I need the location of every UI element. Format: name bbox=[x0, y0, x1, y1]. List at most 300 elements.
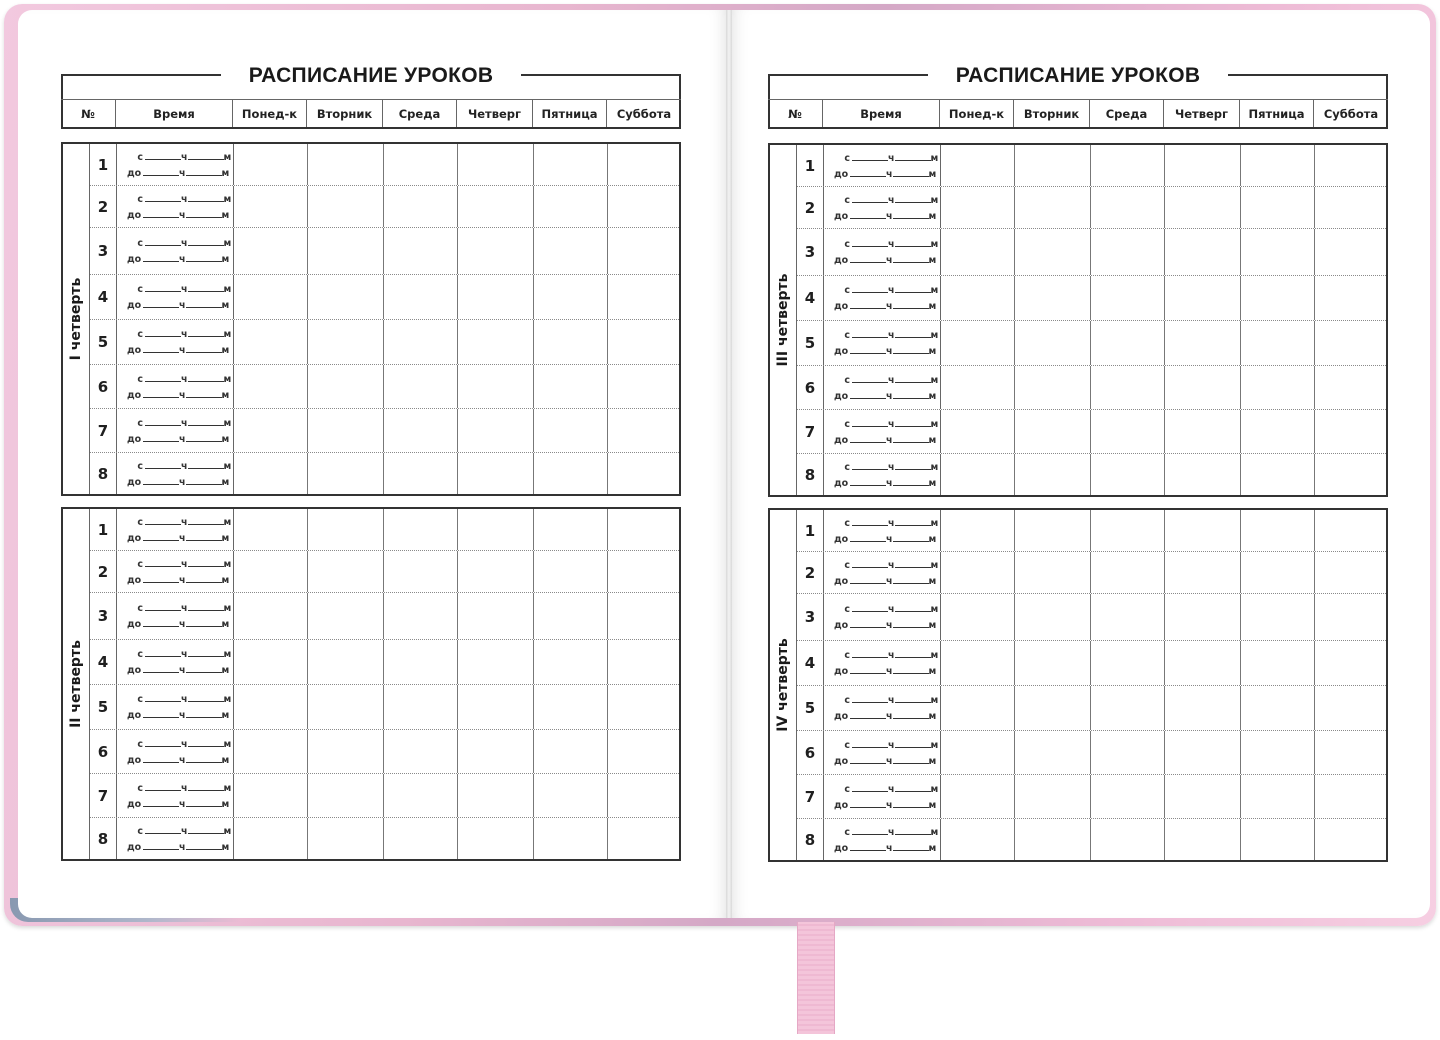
day-wed-cell[interactable] bbox=[1091, 731, 1165, 774]
day-mon-cell[interactable] bbox=[941, 510, 1015, 551]
day-wed-cell[interactable] bbox=[1091, 187, 1165, 228]
day-thu-cell[interactable] bbox=[458, 730, 534, 773]
hour-blank[interactable] bbox=[852, 692, 888, 703]
minute-blank[interactable] bbox=[893, 708, 929, 719]
day-tue-cell[interactable] bbox=[1015, 775, 1091, 818]
day-sat-cell[interactable] bbox=[608, 730, 682, 773]
day-wed-cell[interactable] bbox=[384, 640, 458, 684]
day-tue-cell[interactable] bbox=[1015, 686, 1091, 730]
minute-blank[interactable] bbox=[893, 573, 929, 584]
minute-blank[interactable] bbox=[895, 515, 931, 526]
minute-blank[interactable] bbox=[893, 388, 929, 399]
day-thu-cell[interactable] bbox=[1165, 145, 1241, 186]
day-fri-cell[interactable] bbox=[1241, 276, 1315, 320]
day-sat-cell[interactable] bbox=[608, 409, 682, 452]
day-mon-cell[interactable] bbox=[941, 229, 1015, 275]
day-mon-cell[interactable] bbox=[941, 187, 1015, 228]
day-wed-cell[interactable] bbox=[1091, 641, 1165, 685]
day-thu-cell[interactable] bbox=[458, 186, 534, 227]
minute-blank[interactable] bbox=[893, 252, 929, 263]
minute-blank[interactable] bbox=[895, 647, 931, 658]
day-mon-cell[interactable] bbox=[234, 186, 308, 227]
day-fri-cell[interactable] bbox=[534, 320, 608, 364]
day-mon-cell[interactable] bbox=[234, 730, 308, 773]
day-tue-cell[interactable] bbox=[308, 275, 384, 319]
day-mon-cell[interactable] bbox=[941, 731, 1015, 774]
day-sat-cell[interactable] bbox=[608, 320, 682, 364]
hour-blank[interactable] bbox=[145, 646, 181, 657]
day-fri-cell[interactable] bbox=[1241, 454, 1315, 495]
day-thu-cell[interactable] bbox=[458, 685, 534, 729]
day-mon-cell[interactable] bbox=[234, 551, 308, 592]
day-mon-cell[interactable] bbox=[941, 410, 1015, 453]
day-fri-cell[interactable] bbox=[1241, 187, 1315, 228]
day-fri-cell[interactable] bbox=[534, 453, 608, 494]
hour-blank[interactable] bbox=[852, 192, 888, 203]
day-tue-cell[interactable] bbox=[308, 365, 384, 408]
minute-blank[interactable] bbox=[893, 617, 929, 628]
day-mon-cell[interactable] bbox=[234, 685, 308, 729]
day-mon-cell[interactable] bbox=[234, 774, 308, 817]
day-wed-cell[interactable] bbox=[384, 275, 458, 319]
day-fri-cell[interactable] bbox=[534, 640, 608, 684]
hour-blank[interactable] bbox=[850, 166, 886, 177]
hour-blank[interactable] bbox=[143, 165, 179, 176]
day-thu-cell[interactable] bbox=[458, 453, 534, 494]
minute-blank[interactable] bbox=[893, 166, 929, 177]
day-thu-cell[interactable] bbox=[1165, 454, 1241, 495]
minute-blank[interactable] bbox=[893, 475, 929, 486]
day-wed-cell[interactable] bbox=[384, 320, 458, 364]
minute-blank[interactable] bbox=[895, 824, 931, 835]
minute-blank[interactable] bbox=[188, 415, 224, 426]
day-mon-cell[interactable] bbox=[234, 144, 308, 185]
day-sat-cell[interactable] bbox=[1315, 276, 1389, 320]
minute-blank[interactable] bbox=[188, 458, 224, 469]
day-fri-cell[interactable] bbox=[534, 818, 608, 859]
minute-blank[interactable] bbox=[186, 165, 222, 176]
minute-blank[interactable] bbox=[186, 752, 222, 763]
minute-blank[interactable] bbox=[186, 572, 222, 583]
hour-blank[interactable] bbox=[852, 372, 888, 383]
day-fri-cell[interactable] bbox=[534, 593, 608, 639]
day-fri-cell[interactable] bbox=[1241, 229, 1315, 275]
day-tue-cell[interactable] bbox=[1015, 594, 1091, 640]
hour-blank[interactable] bbox=[850, 298, 886, 309]
day-tue-cell[interactable] bbox=[308, 593, 384, 639]
minute-blank[interactable] bbox=[895, 557, 931, 568]
day-mon-cell[interactable] bbox=[941, 594, 1015, 640]
day-thu-cell[interactable] bbox=[458, 640, 534, 684]
day-sat-cell[interactable] bbox=[608, 774, 682, 817]
hour-blank[interactable] bbox=[143, 387, 179, 398]
day-tue-cell[interactable] bbox=[308, 186, 384, 227]
day-tue-cell[interactable] bbox=[1015, 276, 1091, 320]
day-tue-cell[interactable] bbox=[1015, 145, 1091, 186]
day-tue-cell[interactable] bbox=[308, 730, 384, 773]
day-wed-cell[interactable] bbox=[1091, 145, 1165, 186]
hour-blank[interactable] bbox=[143, 707, 179, 718]
day-thu-cell[interactable] bbox=[1165, 731, 1241, 774]
day-mon-cell[interactable] bbox=[941, 321, 1015, 365]
day-sat-cell[interactable] bbox=[608, 551, 682, 592]
day-mon-cell[interactable] bbox=[234, 640, 308, 684]
hour-blank[interactable] bbox=[145, 235, 181, 246]
day-mon-cell[interactable] bbox=[941, 819, 1015, 860]
hour-blank[interactable] bbox=[145, 736, 181, 747]
minute-blank[interactable] bbox=[893, 432, 929, 443]
day-thu-cell[interactable] bbox=[1165, 366, 1241, 409]
day-wed-cell[interactable] bbox=[1091, 276, 1165, 320]
hour-blank[interactable] bbox=[852, 601, 888, 612]
hour-blank[interactable] bbox=[852, 282, 888, 293]
day-tue-cell[interactable] bbox=[308, 509, 384, 550]
day-mon-cell[interactable] bbox=[941, 454, 1015, 495]
day-mon-cell[interactable] bbox=[234, 453, 308, 494]
day-tue-cell[interactable] bbox=[1015, 229, 1091, 275]
minute-blank[interactable] bbox=[893, 797, 929, 808]
day-wed-cell[interactable] bbox=[1091, 686, 1165, 730]
minute-blank[interactable] bbox=[895, 372, 931, 383]
hour-blank[interactable] bbox=[143, 431, 179, 442]
hour-blank[interactable] bbox=[143, 572, 179, 583]
day-wed-cell[interactable] bbox=[384, 593, 458, 639]
day-wed-cell[interactable] bbox=[1091, 594, 1165, 640]
day-wed-cell[interactable] bbox=[1091, 366, 1165, 409]
hour-blank[interactable] bbox=[143, 342, 179, 353]
day-mon-cell[interactable] bbox=[234, 365, 308, 408]
hour-blank[interactable] bbox=[850, 388, 886, 399]
minute-blank[interactable] bbox=[188, 281, 224, 292]
minute-blank[interactable] bbox=[186, 474, 222, 485]
day-thu-cell[interactable] bbox=[1165, 229, 1241, 275]
minute-blank[interactable] bbox=[188, 149, 224, 160]
day-wed-cell[interactable] bbox=[384, 509, 458, 550]
day-tue-cell[interactable] bbox=[308, 453, 384, 494]
day-sat-cell[interactable] bbox=[1315, 641, 1389, 685]
hour-blank[interactable] bbox=[852, 150, 888, 161]
day-mon-cell[interactable] bbox=[941, 775, 1015, 818]
hour-blank[interactable] bbox=[145, 371, 181, 382]
day-sat-cell[interactable] bbox=[1315, 145, 1389, 186]
day-mon-cell[interactable] bbox=[234, 275, 308, 319]
day-wed-cell[interactable] bbox=[1091, 229, 1165, 275]
day-sat-cell[interactable] bbox=[608, 593, 682, 639]
minute-blank[interactable] bbox=[186, 297, 222, 308]
hour-blank[interactable] bbox=[850, 617, 886, 628]
day-wed-cell[interactable] bbox=[1091, 510, 1165, 551]
hour-blank[interactable] bbox=[850, 753, 886, 764]
minute-blank[interactable] bbox=[188, 736, 224, 747]
hour-blank[interactable] bbox=[143, 662, 179, 673]
hour-blank[interactable] bbox=[852, 416, 888, 427]
day-fri-cell[interactable] bbox=[1241, 775, 1315, 818]
day-tue-cell[interactable] bbox=[1015, 731, 1091, 774]
day-wed-cell[interactable] bbox=[1091, 321, 1165, 365]
minute-blank[interactable] bbox=[895, 692, 931, 703]
minute-blank[interactable] bbox=[895, 327, 931, 338]
minute-blank[interactable] bbox=[895, 236, 931, 247]
day-fri-cell[interactable] bbox=[1241, 552, 1315, 593]
minute-blank[interactable] bbox=[186, 662, 222, 673]
day-thu-cell[interactable] bbox=[1165, 641, 1241, 685]
day-thu-cell[interactable] bbox=[1165, 819, 1241, 860]
day-thu-cell[interactable] bbox=[458, 365, 534, 408]
day-tue-cell[interactable] bbox=[308, 685, 384, 729]
hour-blank[interactable] bbox=[145, 823, 181, 834]
minute-blank[interactable] bbox=[188, 600, 224, 611]
day-fri-cell[interactable] bbox=[1241, 410, 1315, 453]
hour-blank[interactable] bbox=[145, 326, 181, 337]
minute-blank[interactable] bbox=[893, 753, 929, 764]
minute-blank[interactable] bbox=[186, 707, 222, 718]
day-sat-cell[interactable] bbox=[608, 685, 682, 729]
minute-blank[interactable] bbox=[188, 823, 224, 834]
day-tue-cell[interactable] bbox=[1015, 510, 1091, 551]
hour-blank[interactable] bbox=[850, 531, 886, 542]
day-sat-cell[interactable] bbox=[1315, 454, 1389, 495]
hour-blank[interactable] bbox=[852, 327, 888, 338]
day-mon-cell[interactable] bbox=[234, 320, 308, 364]
minute-blank[interactable] bbox=[895, 781, 931, 792]
day-fri-cell[interactable] bbox=[534, 509, 608, 550]
hour-blank[interactable] bbox=[143, 796, 179, 807]
day-sat-cell[interactable] bbox=[608, 453, 682, 494]
minute-blank[interactable] bbox=[186, 251, 222, 262]
day-tue-cell[interactable] bbox=[308, 774, 384, 817]
hour-blank[interactable] bbox=[852, 824, 888, 835]
day-sat-cell[interactable] bbox=[1315, 552, 1389, 593]
minute-blank[interactable] bbox=[186, 796, 222, 807]
hour-blank[interactable] bbox=[145, 514, 181, 525]
day-fri-cell[interactable] bbox=[534, 144, 608, 185]
day-fri-cell[interactable] bbox=[1241, 366, 1315, 409]
day-thu-cell[interactable] bbox=[458, 593, 534, 639]
day-tue-cell[interactable] bbox=[308, 640, 384, 684]
minute-blank[interactable] bbox=[186, 387, 222, 398]
minute-blank[interactable] bbox=[895, 459, 931, 470]
day-sat-cell[interactable] bbox=[1315, 229, 1389, 275]
hour-blank[interactable] bbox=[852, 557, 888, 568]
day-wed-cell[interactable] bbox=[1091, 454, 1165, 495]
minute-blank[interactable] bbox=[893, 343, 929, 354]
hour-blank[interactable] bbox=[852, 737, 888, 748]
hour-blank[interactable] bbox=[143, 839, 179, 850]
day-fri-cell[interactable] bbox=[534, 551, 608, 592]
day-wed-cell[interactable] bbox=[384, 409, 458, 452]
day-thu-cell[interactable] bbox=[458, 509, 534, 550]
day-thu-cell[interactable] bbox=[1165, 276, 1241, 320]
day-wed-cell[interactable] bbox=[384, 228, 458, 274]
day-sat-cell[interactable] bbox=[1315, 819, 1389, 860]
minute-blank[interactable] bbox=[895, 282, 931, 293]
day-wed-cell[interactable] bbox=[1091, 552, 1165, 593]
day-wed-cell[interactable] bbox=[384, 685, 458, 729]
hour-blank[interactable] bbox=[852, 515, 888, 526]
day-wed-cell[interactable] bbox=[384, 186, 458, 227]
day-wed-cell[interactable] bbox=[384, 453, 458, 494]
hour-blank[interactable] bbox=[852, 459, 888, 470]
hour-blank[interactable] bbox=[145, 281, 181, 292]
day-thu-cell[interactable] bbox=[1165, 594, 1241, 640]
day-sat-cell[interactable] bbox=[608, 818, 682, 859]
day-sat-cell[interactable] bbox=[608, 509, 682, 550]
day-fri-cell[interactable] bbox=[1241, 510, 1315, 551]
day-sat-cell[interactable] bbox=[1315, 410, 1389, 453]
minute-blank[interactable] bbox=[186, 207, 222, 218]
day-sat-cell[interactable] bbox=[1315, 594, 1389, 640]
day-mon-cell[interactable] bbox=[234, 818, 308, 859]
minute-blank[interactable] bbox=[188, 646, 224, 657]
day-mon-cell[interactable] bbox=[234, 593, 308, 639]
hour-blank[interactable] bbox=[850, 663, 886, 674]
minute-blank[interactable] bbox=[895, 192, 931, 203]
day-mon-cell[interactable] bbox=[941, 552, 1015, 593]
day-fri-cell[interactable] bbox=[534, 365, 608, 408]
minute-blank[interactable] bbox=[893, 531, 929, 542]
hour-blank[interactable] bbox=[850, 840, 886, 851]
day-wed-cell[interactable] bbox=[384, 730, 458, 773]
day-sat-cell[interactable] bbox=[1315, 775, 1389, 818]
day-sat-cell[interactable] bbox=[1315, 731, 1389, 774]
day-thu-cell[interactable] bbox=[1165, 775, 1241, 818]
day-fri-cell[interactable] bbox=[534, 186, 608, 227]
day-tue-cell[interactable] bbox=[308, 320, 384, 364]
day-thu-cell[interactable] bbox=[458, 774, 534, 817]
minute-blank[interactable] bbox=[895, 601, 931, 612]
day-mon-cell[interactable] bbox=[941, 641, 1015, 685]
day-thu-cell[interactable] bbox=[458, 144, 534, 185]
day-sat-cell[interactable] bbox=[1315, 366, 1389, 409]
day-wed-cell[interactable] bbox=[1091, 775, 1165, 818]
day-wed-cell[interactable] bbox=[1091, 819, 1165, 860]
hour-blank[interactable] bbox=[850, 475, 886, 486]
hour-blank[interactable] bbox=[145, 458, 181, 469]
minute-blank[interactable] bbox=[893, 840, 929, 851]
minute-blank[interactable] bbox=[186, 616, 222, 627]
day-mon-cell[interactable] bbox=[941, 366, 1015, 409]
day-thu-cell[interactable] bbox=[1165, 686, 1241, 730]
hour-blank[interactable] bbox=[145, 149, 181, 160]
day-thu-cell[interactable] bbox=[1165, 187, 1241, 228]
hour-blank[interactable] bbox=[143, 251, 179, 262]
day-thu-cell[interactable] bbox=[1165, 321, 1241, 365]
day-mon-cell[interactable] bbox=[234, 228, 308, 274]
day-tue-cell[interactable] bbox=[1015, 366, 1091, 409]
day-mon-cell[interactable] bbox=[941, 686, 1015, 730]
hour-blank[interactable] bbox=[850, 208, 886, 219]
minute-blank[interactable] bbox=[893, 663, 929, 674]
hour-blank[interactable] bbox=[850, 708, 886, 719]
hour-blank[interactable] bbox=[850, 343, 886, 354]
minute-blank[interactable] bbox=[186, 431, 222, 442]
hour-blank[interactable] bbox=[145, 691, 181, 702]
day-tue-cell[interactable] bbox=[1015, 641, 1091, 685]
minute-blank[interactable] bbox=[895, 737, 931, 748]
day-fri-cell[interactable] bbox=[1241, 686, 1315, 730]
hour-blank[interactable] bbox=[850, 432, 886, 443]
day-wed-cell[interactable] bbox=[384, 818, 458, 859]
day-tue-cell[interactable] bbox=[1015, 410, 1091, 453]
minute-blank[interactable] bbox=[188, 235, 224, 246]
hour-blank[interactable] bbox=[143, 474, 179, 485]
hour-blank[interactable] bbox=[850, 573, 886, 584]
day-fri-cell[interactable] bbox=[534, 275, 608, 319]
hour-blank[interactable] bbox=[145, 415, 181, 426]
day-tue-cell[interactable] bbox=[308, 551, 384, 592]
hour-blank[interactable] bbox=[852, 647, 888, 658]
hour-blank[interactable] bbox=[143, 752, 179, 763]
minute-blank[interactable] bbox=[188, 514, 224, 525]
day-wed-cell[interactable] bbox=[384, 774, 458, 817]
minute-blank[interactable] bbox=[893, 208, 929, 219]
minute-blank[interactable] bbox=[895, 416, 931, 427]
minute-blank[interactable] bbox=[188, 556, 224, 567]
day-wed-cell[interactable] bbox=[384, 365, 458, 408]
day-sat-cell[interactable] bbox=[1315, 510, 1389, 551]
day-tue-cell[interactable] bbox=[1015, 454, 1091, 495]
hour-blank[interactable] bbox=[143, 530, 179, 541]
day-tue-cell[interactable] bbox=[308, 818, 384, 859]
day-fri-cell[interactable] bbox=[1241, 819, 1315, 860]
day-tue-cell[interactable] bbox=[1015, 187, 1091, 228]
hour-blank[interactable] bbox=[852, 236, 888, 247]
day-tue-cell[interactable] bbox=[1015, 819, 1091, 860]
hour-blank[interactable] bbox=[145, 191, 181, 202]
day-sat-cell[interactable] bbox=[1315, 686, 1389, 730]
minute-blank[interactable] bbox=[186, 839, 222, 850]
day-thu-cell[interactable] bbox=[1165, 510, 1241, 551]
minute-blank[interactable] bbox=[893, 298, 929, 309]
minute-blank[interactable] bbox=[188, 326, 224, 337]
day-fri-cell[interactable] bbox=[534, 409, 608, 452]
day-mon-cell[interactable] bbox=[941, 276, 1015, 320]
day-sat-cell[interactable] bbox=[608, 365, 682, 408]
day-thu-cell[interactable] bbox=[458, 818, 534, 859]
hour-blank[interactable] bbox=[850, 252, 886, 263]
minute-blank[interactable] bbox=[188, 691, 224, 702]
day-sat-cell[interactable] bbox=[608, 640, 682, 684]
minute-blank[interactable] bbox=[188, 780, 224, 791]
day-thu-cell[interactable] bbox=[458, 551, 534, 592]
day-sat-cell[interactable] bbox=[608, 228, 682, 274]
day-sat-cell[interactable] bbox=[1315, 187, 1389, 228]
bookmark-ribbon[interactable] bbox=[797, 922, 835, 1034]
day-sat-cell[interactable] bbox=[608, 144, 682, 185]
day-mon-cell[interactable] bbox=[234, 509, 308, 550]
minute-blank[interactable] bbox=[188, 371, 224, 382]
day-fri-cell[interactable] bbox=[534, 774, 608, 817]
day-fri-cell[interactable] bbox=[1241, 594, 1315, 640]
hour-blank[interactable] bbox=[143, 616, 179, 627]
hour-blank[interactable] bbox=[145, 556, 181, 567]
day-thu-cell[interactable] bbox=[1165, 552, 1241, 593]
day-sat-cell[interactable] bbox=[1315, 321, 1389, 365]
minute-blank[interactable] bbox=[186, 530, 222, 541]
day-sat-cell[interactable] bbox=[608, 275, 682, 319]
day-wed-cell[interactable] bbox=[384, 144, 458, 185]
hour-blank[interactable] bbox=[852, 781, 888, 792]
minute-blank[interactable] bbox=[186, 342, 222, 353]
day-mon-cell[interactable] bbox=[941, 145, 1015, 186]
day-thu-cell[interactable] bbox=[458, 320, 534, 364]
day-mon-cell[interactable] bbox=[234, 409, 308, 452]
hour-blank[interactable] bbox=[143, 207, 179, 218]
day-tue-cell[interactable] bbox=[308, 228, 384, 274]
day-sat-cell[interactable] bbox=[608, 186, 682, 227]
hour-blank[interactable] bbox=[145, 600, 181, 611]
day-thu-cell[interactable] bbox=[458, 275, 534, 319]
